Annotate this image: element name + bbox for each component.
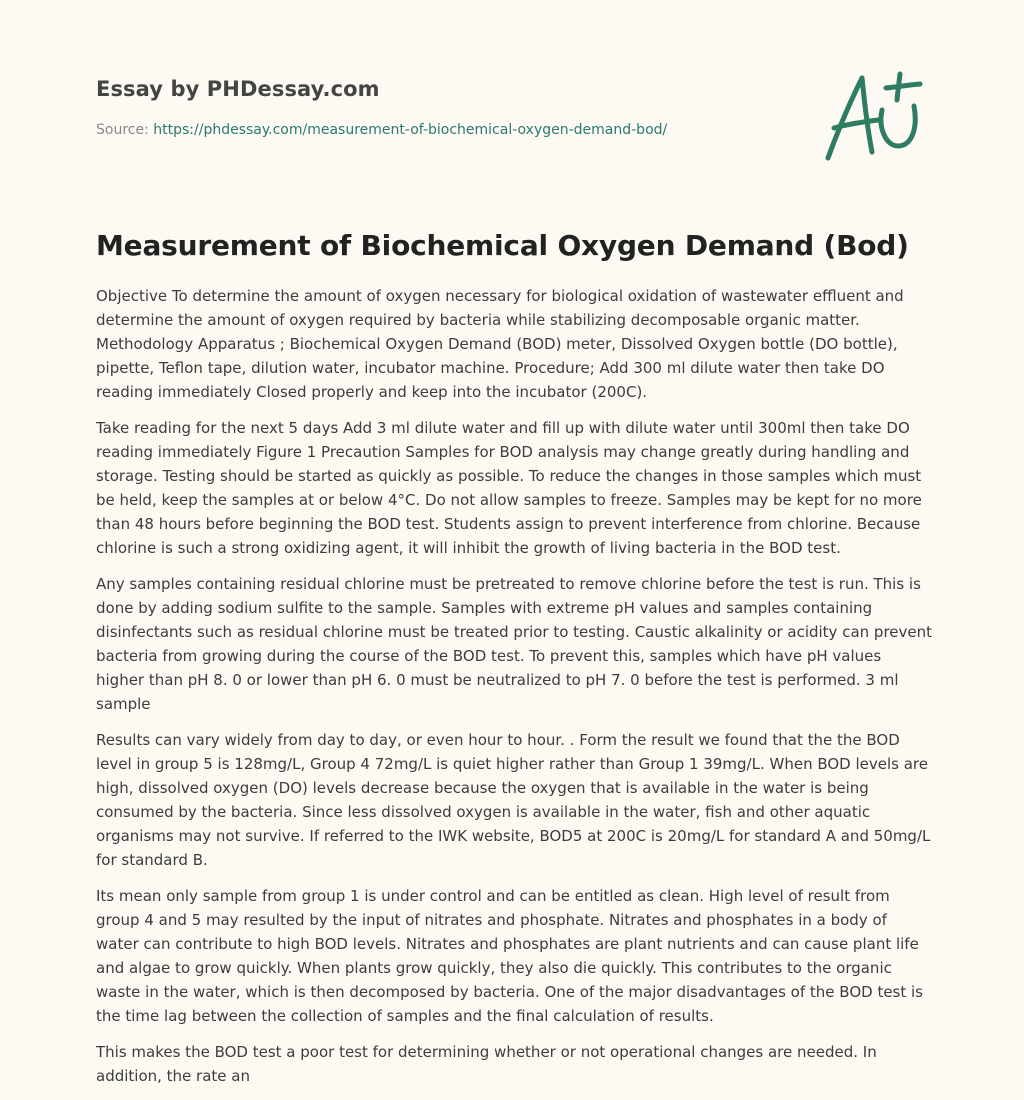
site-brand: Essay by PHDessay.com [96, 77, 380, 101]
article-paragraph: Objective To determine the amount of oxygen necessary for biological oxidation of wastewater effluent and determine the amount of oxygen required by bacteria while stabilizing decomposable organic matter. Methodology Apparatus ; Biochemical Oxygen Demand (BOD) meter, Dissolved Oxygen bottle (DO bottle), pipette, Teflon tape, dilution water, incubator machine. Procedure; Add 300 ml dilute water then take DO reading immediately Closed properly and keep into the incubator (200C). [96, 287, 904, 401]
essay-header [96, 74, 796, 140]
article-paragraph: Take reading for the next 5 days Add 3 ml dilute water and fill up with dilute water until 300ml then take DO reading immediately Figure 1 Precaution Samples for BOD analysis may change greatly during handling and storage. Testing should be started as quickly as possible. To reduce the changes in those samples which must be held, keep the samples at or below 4°C. Do not allow samples to freeze. Samples may be kept for no more than 48 hours before beginning the BOD test. Students assign to prevent interference from chlorine. Because chlorine is such a strong oxidizing agent, it will inhibit the growth of living bacteria in the BOD test. [96, 419, 922, 557]
article-paragraph: Its mean only sample from group 1 is under control and can be entitled as clean. High level of result from group 4 and 5 may resulted by the input of nitrates and phosphate. Nitrates and phosphates in a body of water can contribute to high BOD levels. Nitrates and phosphates are plant nutrients and can cause plant life and algae to grow quickly. When plants grow quickly, they also die quickly. This contributes to the organic waste in the water, which is then decomposed by bacteria. One of the major disadvantages of the BOD test is the time lag between the collection of samples and the final calculation of results. [96, 887, 923, 1025]
article-paragraph: Results can vary widely from day to day, or even hour to hour. . Form the result we found that the the BOD level in group 5 is 128mg/L, Group 4 72mg/L is quiet higher rather than Group 1 39mg/L. When BOD levels are high, dissolved oxygen (DO) levels decrease because the oxygen that is available in the water is being consumed by the bacteria. Since less dissolved oxygen is available in the water, fish and other aquatic organisms may not survive. If referred to the IWK website, BOD5 at 200C is 20mg/L for standard A and 50mg/L for standard B. [96, 731, 931, 869]
a-plus-grade-icon [818, 66, 930, 166]
article-title: Measurement of Biochemical Oxygen Demand (Bod) [96, 229, 909, 262]
article-body [96, 284, 932, 1100]
source-link[interactable]: https://phdessay.com/measurement-of-biochemical-oxygen-demand-bod/ [153, 122, 668, 138]
article-paragraph: Any samples containing residual chlorine must be pretreated to remove chlorine before the test is run. This is done by adding sodium sulfite to the sample. Samples with extreme pH values and samples containing disinfectants such as residual chlorine must be treated prior to testing. Caustic alkalinity or acidity can prevent bacteria from growing during the course of the BOD test. To prevent this, samples which have pH values higher than pH 8. 0 or lower than pH 6. 0 must be neutralized to pH 7. 0 before the test is performed. 3 ml sample [96, 575, 933, 713]
article-paragraph: This makes the BOD test a poor test for determining whether or not operational changes are needed. In addition, the rate an [96, 1043, 877, 1085]
source-label: Source: [96, 122, 149, 138]
source-line [96, 120, 796, 140]
